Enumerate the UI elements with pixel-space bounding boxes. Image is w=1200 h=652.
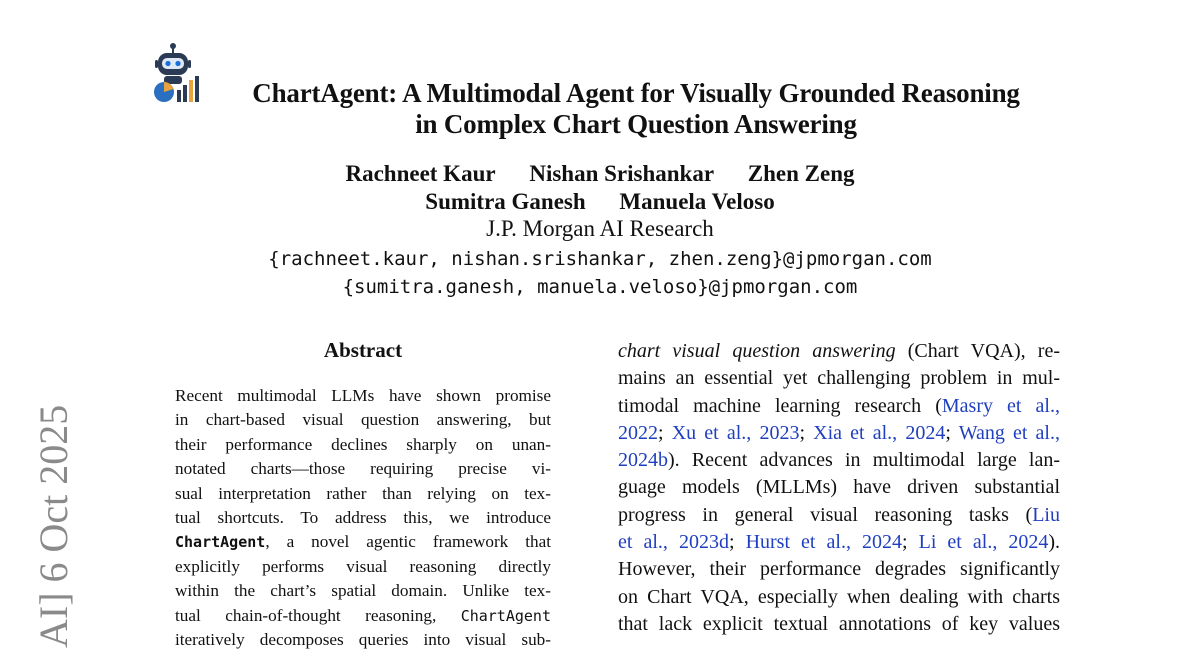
abstract-line: their performance declines sharply on unan-: [175, 434, 551, 454]
citation-link[interactable]: Hurst et al., 2024: [745, 531, 902, 554]
abstract-heading: Abstract: [323, 338, 403, 362]
abstract-line: Recent multimodal LLMs have shown promise: [175, 386, 551, 405]
paper-title: [205, 78, 1067, 140]
body-text: ). Recent advances in multimodal large lan-: [668, 449, 1060, 472]
email-line-2: {sumitra.ganesh, manuela.veloso}@jpmorgan.com: [342, 276, 858, 298]
code-name: ChartAgent: [175, 533, 266, 552]
body-line: However, their performance degrades significantly: [618, 558, 1060, 581]
author-name: Sumitra Ganesh: [425, 189, 586, 214]
author-name: Rachneet Kaur: [345, 161, 496, 186]
author-name: Zhen Zeng: [747, 161, 855, 186]
abstract-line: sual interpretation rather than relying on tex-: [175, 483, 551, 503]
abstract-line: [175, 530, 551, 554]
affiliation: J.P. Morgan AI Research: [486, 216, 714, 241]
abstract-line: in chart-based visual question answering, but: [175, 410, 551, 430]
author-name: Nishan Srishankar: [529, 161, 715, 186]
abstract-body: [175, 384, 551, 652]
abstract-line-rest: , a novel agentic framework that: [265, 532, 551, 552]
intro-body: [618, 338, 1060, 638]
author-name: Manuela Veloso: [619, 189, 775, 214]
body-text: timodal machine learning research (: [618, 394, 942, 417]
citation-link[interactable]: et al., 2023d: [618, 531, 729, 554]
body-line: on Chart VQA, especially when dealing with charts: [618, 585, 1060, 608]
citation-link[interactable]: 2022: [618, 421, 658, 444]
body-line: et al., 2023d; Hurst et al., 2024; Li et al., 2024).: [618, 531, 1061, 554]
abstract-line: within the chart’s spatial domain. Unlike tex-: [175, 581, 551, 601]
authors-row-1: [0, 160, 1200, 188]
arxiv-stamp-text: AI] 6 Oct 2025: [31, 404, 76, 648]
abstract-line: explicitly performs visual reasoning directly: [175, 556, 551, 576]
email-line-1: {rachneet.kaur, nishan.srishankar, zhen.zeng}@jpmorgan.com: [268, 248, 932, 270]
title-line-2: in Complex Chart Question Answering: [415, 109, 857, 139]
abstract-line: notated charts—those requiring precise vi-: [175, 459, 551, 479]
citation-link[interactable]: Liu: [1032, 503, 1060, 526]
citation-link[interactable]: Li et al., 2024: [918, 531, 1049, 554]
citation-link[interactable]: Masry et al.,: [941, 394, 1060, 417]
abstract-line: [175, 604, 551, 628]
abstract-line: iteratively decomposes queries into visual sub-: [175, 630, 551, 650]
authors-row-2: [0, 188, 1200, 216]
abstract-line-start: tual chain-of-thought reasoning,: [175, 605, 437, 625]
body-line: 2022; Xu et al., 2023; Xia et al., 2024; Wang et al.,: [618, 421, 1060, 444]
title-line-1: ChartAgent: A Multimodal Agent for Visually Grounded Reasoning: [252, 78, 1020, 108]
robot-chart-logo-icon: [152, 42, 202, 104]
citation-link[interactable]: Wang et al.,: [958, 421, 1060, 444]
body-line: guage models (MLLMs) have driven substantial: [618, 476, 1060, 499]
citation-link[interactable]: Xia et al., 2024: [813, 421, 946, 444]
body-line: [618, 447, 1060, 474]
citation-link[interactable]: 2024b: [618, 449, 668, 472]
body-text: progress in general visual reasoning tasks (: [618, 503, 1033, 526]
body-line: [618, 393, 1060, 420]
citation-link[interactable]: Xu et al., 2023: [671, 421, 800, 444]
arxiv-stamp: [30, 400, 80, 648]
italic-term: chart visual question answering: [618, 340, 896, 362]
body-line: [618, 338, 1060, 365]
body-line: that lack explicit textual annotations of key values: [618, 612, 1060, 635]
body-line: [618, 502, 1060, 529]
abstract-line: tual shortcuts. To address this, we introduce: [175, 508, 551, 528]
body-line: mains an essential yet challenging problem in mul-: [618, 367, 1060, 390]
body-text: (Chart VQA), re-: [895, 340, 1060, 362]
code-name: ChartAgent: [460, 606, 551, 625]
